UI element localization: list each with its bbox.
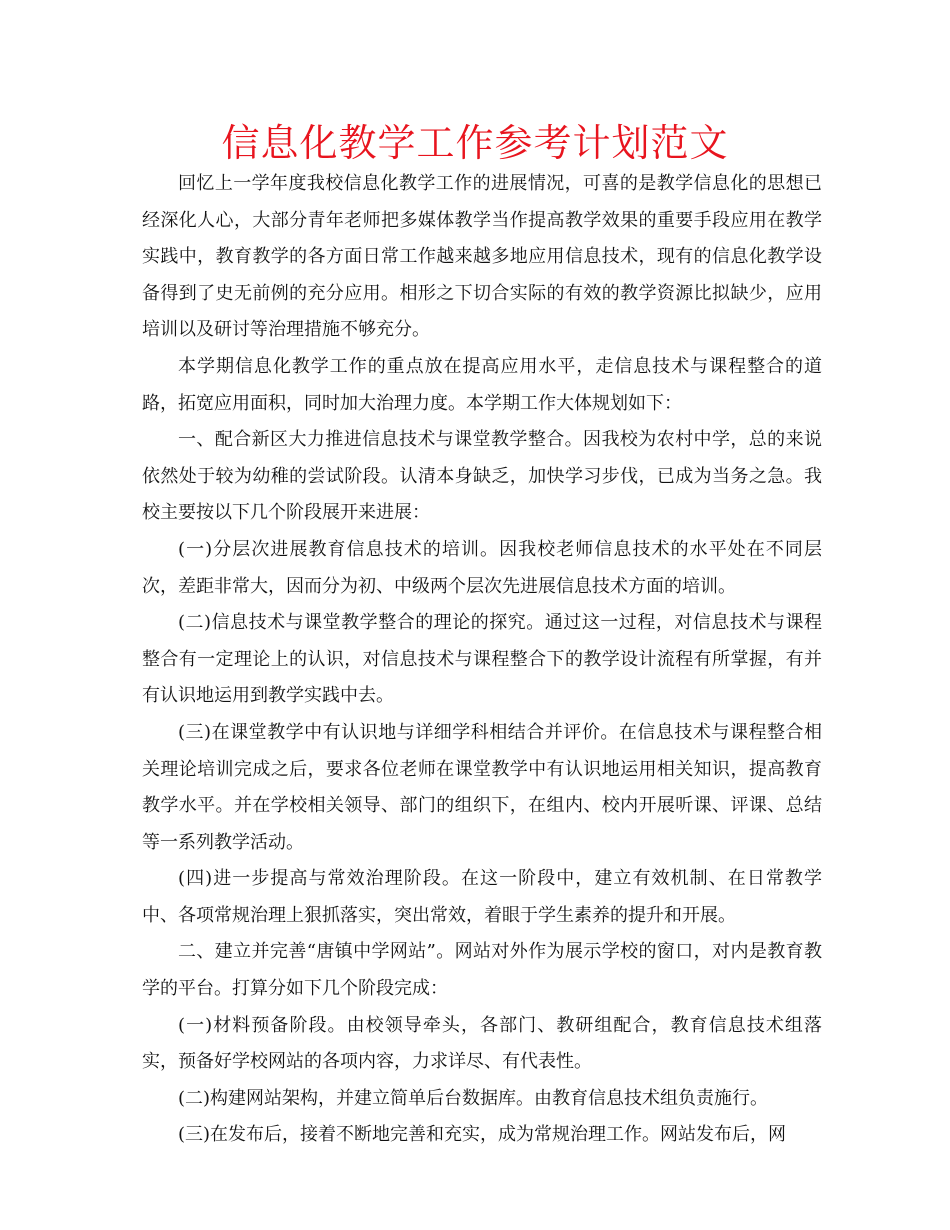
paragraph-section-2-item-3: (三)在发布后，接着不断地完善和充实，成为常规治理工作。网站发布后，网 xyxy=(178,1124,787,1146)
paragraph-focus: 本学期信息化教学工作的重点放在提高应用水平，走信息技术与课程整合的道路，拓宽应用面积，同时加大治理力度。本学期工作大体规划如下： xyxy=(142,355,822,414)
paragraph-section-1: 一、配合新区大力推进信息技术与课堂教学整合。因我校为农村中学，总的来说依然处于较为幼稚的尝试阶段。认清本身缺乏，加快学习步伐，已成为当务之急。我校主要按以下几个阶段展开来进展： xyxy=(142,429,822,524)
paragraph-section-1-item-2: (二)信息技术与课堂教学整合的理论的探究。通过这一过程，对信息技术与课程整合有一定理论上的认识，对信息技术与课程整合下的教学设计流程有所掌握，有并有认识地运用到教学实践中去。 xyxy=(142,612,822,707)
paragraph-section-1-item-3: (三)在课堂教学中有认识地与详细学科相结合并评价。在信息技术与课程整合相关理论培训完成之后，要求各位老师在课堂教学中有认识地运用相关知识，提高教育教学水平。并在学校相关领导、部门的组织下，在组内、校内开展听课、评课、总结等一系列教学活动。 xyxy=(142,721,822,853)
paragraph-section-1-item-4: (四)进一步提高与常效治理阶段。在这一阶段中，建立有效机制、在日常教学中、各项常规治理上狠抓落实，突出常效，着眼于学生素养的提升和开展。 xyxy=(142,868,822,926)
paragraph-section-1-item-1: (一)分层次进展教育信息技术的培训。因我校老师信息技术的水平处在不同层次，差距非常大，因而分为初、中级两个层次先进展信息技术方面的培训。 xyxy=(142,538,822,597)
document-body xyxy=(142,166,822,1154)
paragraph-review: 回忆上一学年度我校信息化教学工作的进展情况，可喜的是教学信息化的思想已经深化人心，大部分青年老师把多媒体教学当作提高教学效果的重要手段应用在教学实践中，教育教学的各方面日常工作越来越多地应用信息技术，现有的信息化教学设备得到了史无前例的充分应用。相形之下切合实际的有效的教学资源比拟缺少，应用培训以及研讨等治理措施不够充分。 xyxy=(142,173,822,341)
paragraph-section-2-item-1: (一)材料预备阶段。由校领导牵头，各部门、教研组配合，教育信息技术组落实，预备好学校网站的各项内容，力求详尽、有代表性。 xyxy=(142,1014,822,1073)
paragraph-section-2: 二、建立并完善“唐镇中学网站”。网站对外作为展示学校的窗口，对内是教育教学的平台。打算分如下几个阶段完成： xyxy=(142,941,822,1000)
paragraph-section-2-item-2: (二)构建网站架构，并建立简单后台数据库。由教育信息技术组负责施行。 xyxy=(178,1087,769,1109)
document-title: 信息化教学工作参考计划范文 xyxy=(221,121,729,165)
